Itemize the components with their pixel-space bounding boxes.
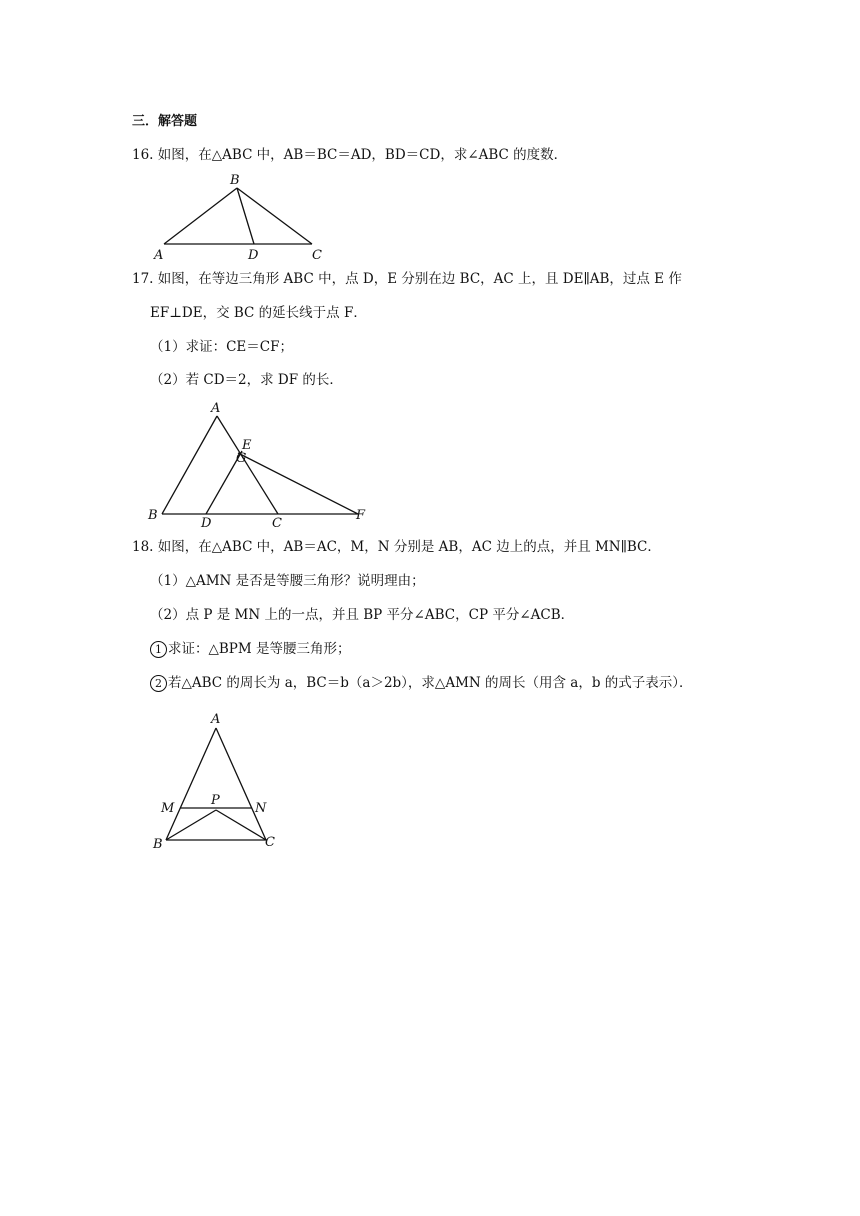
q16-label-c: C [312,248,322,263]
q17-label-d: D [201,516,212,531]
q17-label-g: G [236,451,247,466]
q18-item2-text: 若△ABC 的周长为 a，BC＝b（a＞2b），求△AMN 的周长（用含 a，b 的式子表示）． [168,675,693,691]
q16-side-bc [237,188,312,244]
q18-label-m: M [161,801,175,816]
q17-line1: 17. 如图，在等边三角形 ABC 中，点 D，E 分别在边 BC，AC 上，且 DE∥AB，过点 E 作 [132,271,682,287]
q18-label-c: C [265,835,275,850]
q18-line1: 18. 如图，在△ABC 中，AB＝AC，M，N 分别是 AB，AC 边上的点，并且 MN∥BC． [132,539,661,555]
q17-sub2: （2）若 CD＝2，求 DF 的长． [150,372,343,388]
q16-label-a: A [154,248,164,263]
q16-label-b: B [230,173,240,188]
q18-label-p: P [211,793,220,808]
q16-side-ab [164,188,237,244]
q18-figure [150,706,290,856]
q18-item1-text: 求证：△BPM 是等腰三角形； [168,641,351,657]
q18-item1-number: 1 [150,641,167,658]
q17-label-e: E [242,438,252,453]
q18-label-n: N [255,801,267,816]
q17-side-ab [162,416,217,514]
q18-side-ac [216,728,266,840]
q18-side-ab [166,728,216,840]
q16-figure [150,170,350,262]
q18-sub2: （2）点 P 是 MN 上的一点，并且 BP 平分∠ABC，CP 平分∠ACB． [150,607,575,623]
q18-label-b: B [153,837,163,852]
q17-side-ac [217,416,278,514]
q17-sub1: （1）求证：CE＝CF； [150,339,293,355]
q17-label-b: B [148,508,158,523]
q18-sub1: （1）△AMN 是否是等腰三角形？说明理由； [150,573,425,589]
q18-item2-number: 2 [150,675,167,692]
q18-item2 [150,674,693,692]
q17-label-f: F [356,508,366,523]
q17-label-c: C [272,516,282,531]
q17-line2: EF⊥DE，交 BC 的延长线于点 F． [150,305,367,321]
q16-label-d: D [248,248,259,263]
q16-text: 16. 如图，在△ABC 中，AB＝BC＝AD，BD＝CD，求∠ABC 的度数． [132,147,568,163]
q18-label-a: A [211,712,221,727]
q17-figure [140,398,380,530]
section-title: 三．解答题 [132,114,198,129]
q16-segment-bd [237,188,254,244]
q17-segment-ef [238,453,358,514]
q17-label-a: A [211,401,221,416]
q18-item1 [150,640,351,658]
